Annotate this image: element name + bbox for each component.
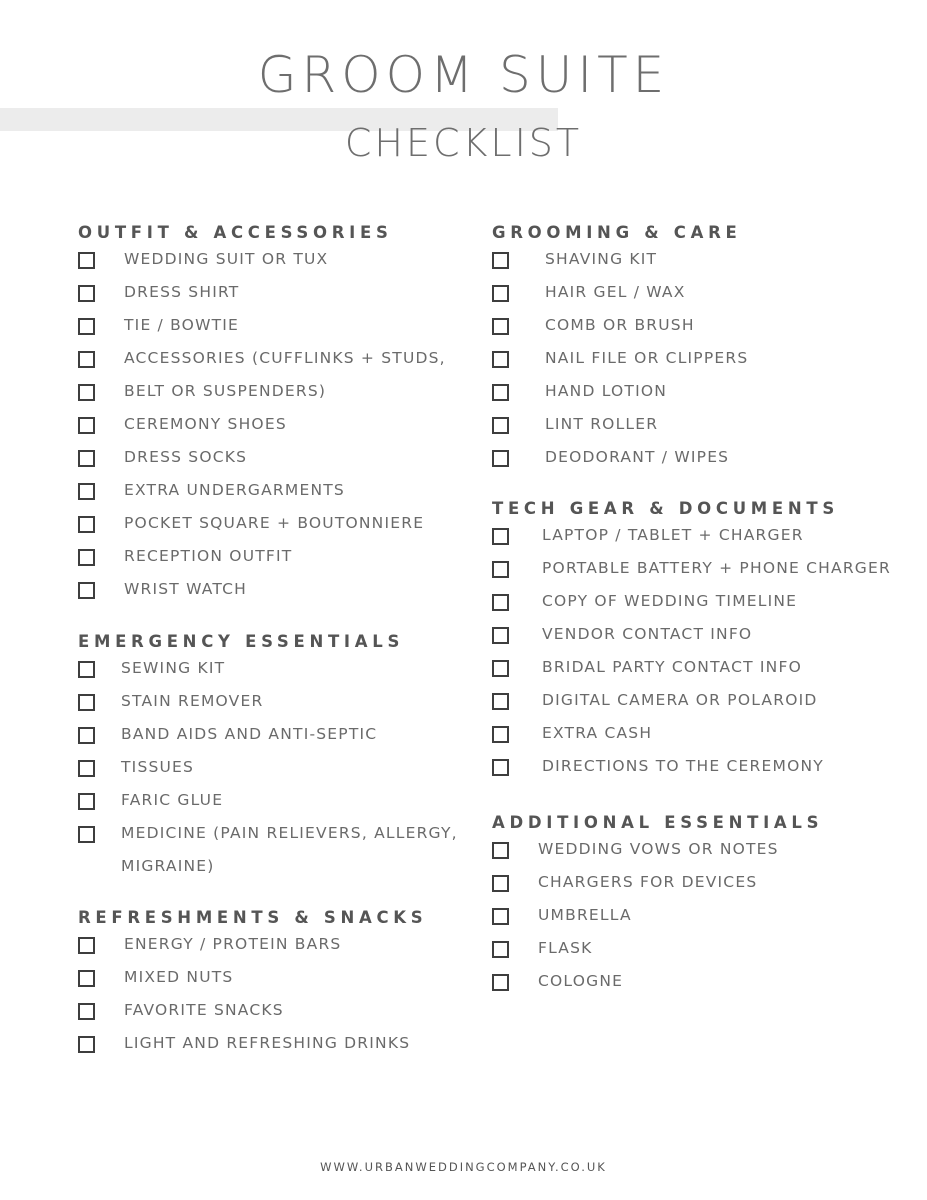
checklist-item	[78, 284, 468, 317]
checkbox[interactable]	[78, 252, 95, 269]
item-label: ENERGY / PROTEIN BARS	[124, 935, 342, 953]
checkbox[interactable]	[492, 759, 509, 776]
checklist	[78, 251, 468, 614]
item-label: TIE / BOWTIE	[124, 316, 240, 334]
item-label: MIXED NUTS	[124, 968, 234, 986]
checkbox[interactable]	[492, 842, 509, 859]
checklist-item	[492, 317, 912, 350]
item-label: BAND AIDS AND ANTI-SEPTIC	[121, 725, 378, 743]
checkbox[interactable]	[492, 941, 509, 958]
section-heading: GROOMING & CARE	[492, 223, 742, 242]
section-additional-essentials	[492, 811, 912, 1006]
section-emergency-essentials	[78, 630, 478, 891]
checklist	[492, 527, 912, 791]
checklist	[492, 841, 912, 1006]
item-label: HAND LOTION	[545, 382, 668, 400]
item-label: BELT OR SUSPENDERS)	[124, 382, 327, 400]
section-tech-gear-documents	[492, 497, 912, 791]
checkbox[interactable]	[78, 793, 95, 810]
checkbox[interactable]	[492, 252, 509, 269]
checkbox[interactable]	[78, 351, 95, 368]
checklist-item	[78, 350, 468, 383]
item-label: VENDOR CONTACT INFO	[542, 625, 753, 643]
checklist-item	[78, 1035, 468, 1068]
item-label: LAPTOP / TABLET + CHARGER	[542, 526, 804, 544]
checkbox[interactable]	[78, 760, 95, 777]
checklist-item	[492, 874, 912, 907]
checkbox[interactable]	[492, 351, 509, 368]
checkbox[interactable]	[78, 483, 95, 500]
checkbox[interactable]	[78, 1003, 95, 1020]
checkbox[interactable]	[78, 694, 95, 711]
checkbox[interactable]	[492, 908, 509, 925]
checkbox[interactable]	[492, 974, 509, 991]
page-title: GROOM SUITE	[257, 46, 670, 104]
checklist-item	[492, 758, 912, 791]
item-label: DIGITAL CAMERA OR POLAROID	[542, 691, 818, 709]
section-refreshments-snacks	[78, 906, 468, 1068]
checkbox[interactable]	[78, 318, 95, 335]
checklist-item	[492, 907, 912, 940]
item-label: NAIL FILE OR CLIPPERS	[545, 349, 749, 367]
checkbox[interactable]	[492, 561, 509, 578]
checklist-item	[78, 317, 468, 350]
checkbox[interactable]	[78, 582, 95, 599]
item-label: MIGRAINE)	[121, 857, 215, 875]
checklist-item	[492, 449, 912, 482]
item-label: RECEPTION OUTFIT	[124, 547, 293, 565]
checklist-item	[492, 692, 912, 725]
checklist-item	[492, 593, 912, 626]
item-label: FLASK	[538, 939, 593, 957]
checklist-item	[78, 449, 468, 482]
item-label: DRESS SOCKS	[124, 448, 248, 466]
checklist-item	[78, 936, 468, 969]
item-label: HAIR GEL / WAX	[545, 283, 686, 301]
item-label: FAVORITE SNACKS	[124, 1001, 284, 1019]
checklist-item	[492, 350, 912, 383]
section-heading: TECH GEAR & DOCUMENTS	[492, 499, 839, 518]
checklist-item-continuation	[78, 858, 478, 891]
item-label: COPY OF WEDDING TIMELINE	[542, 592, 798, 610]
item-label: BRIDAL PARTY CONTACT INFO	[542, 658, 802, 676]
item-label: SEWING KIT	[121, 659, 226, 677]
section-heading: ADDITIONAL ESSENTIALS	[492, 813, 824, 832]
checklist-item	[492, 527, 912, 560]
checklist-item	[492, 383, 912, 416]
item-label: FARIC GLUE	[121, 791, 224, 809]
item-label: LINT ROLLER	[545, 415, 659, 433]
section-heading: EMERGENCY ESSENTIALS	[78, 632, 405, 651]
item-label: LIGHT AND REFRESHING DRINKS	[124, 1034, 411, 1052]
checkbox[interactable]	[78, 516, 95, 533]
checkbox[interactable]	[78, 384, 95, 401]
checklist-item	[492, 560, 912, 593]
checklist-item	[492, 284, 912, 317]
checklist-item	[78, 581, 468, 614]
checkbox[interactable]	[492, 384, 509, 401]
checklist	[492, 251, 912, 482]
item-label: WEDDING VOWS OR NOTES	[538, 840, 779, 858]
checkbox[interactable]	[78, 727, 95, 744]
item-label: STAIN REMOVER	[121, 692, 264, 710]
checklist-item	[492, 725, 912, 758]
item-label: PORTABLE BATTERY + PHONE CHARGER	[542, 559, 891, 577]
checkbox[interactable]	[492, 627, 509, 644]
item-label: UMBRELLA	[538, 906, 632, 924]
checkbox[interactable]	[78, 285, 95, 302]
checklist-item	[78, 969, 468, 1002]
section-heading: OUTFIT & ACCESSORIES	[78, 223, 393, 242]
checklist-item	[492, 416, 912, 449]
checkbox[interactable]	[78, 661, 95, 678]
checkbox[interactable]	[492, 875, 509, 892]
checkbox[interactable]	[492, 528, 509, 545]
item-label: WEDDING SUIT OR TUX	[124, 250, 329, 268]
checkbox[interactable]	[78, 826, 95, 843]
checklist-item	[78, 1002, 468, 1035]
checklist-item	[78, 726, 478, 759]
item-label: TISSUES	[121, 758, 195, 776]
checkbox[interactable]	[492, 726, 509, 743]
checklist-item	[78, 759, 478, 792]
item-label: POCKET SQUARE + BOUTONNIERE	[124, 514, 425, 532]
checkbox[interactable]	[78, 937, 95, 954]
checkbox[interactable]	[78, 1036, 95, 1053]
footer-website: WWW.URBANWEDDINGCOMPANY.CO.UK	[320, 1160, 607, 1174]
item-label: CEREMONY SHOES	[124, 415, 287, 433]
checkbox[interactable]	[78, 970, 95, 987]
checklist-item	[492, 626, 912, 659]
checklist-item	[78, 416, 468, 449]
checklist-item	[78, 548, 468, 581]
section-outfit-accessories	[78, 221, 468, 614]
item-label: DRESS SHIRT	[124, 283, 240, 301]
checkbox[interactable]	[492, 594, 509, 611]
page-subtitle: CHECKLIST	[344, 121, 583, 165]
checklist-item	[78, 792, 478, 825]
item-label: ACCESSORIES (CUFFLINKS + STUDS,	[124, 349, 446, 367]
checkbox[interactable]	[78, 549, 95, 566]
item-label: EXTRA CASH	[542, 724, 653, 742]
item-label: DIRECTIONS TO THE CEREMONY	[542, 757, 824, 775]
checklist-item	[78, 482, 468, 515]
checkbox[interactable]	[78, 417, 95, 434]
checkbox[interactable]	[78, 450, 95, 467]
item-label: DEODORANT / WIPES	[545, 448, 730, 466]
checklist-item	[78, 660, 478, 693]
checklist-item	[492, 841, 912, 874]
section-heading: REFRESHMENTS & SNACKS	[78, 908, 428, 927]
checkbox[interactable]	[492, 318, 509, 335]
checkbox[interactable]	[492, 660, 509, 677]
checkbox[interactable]	[492, 693, 509, 710]
checklist-item	[78, 693, 478, 726]
checklist	[78, 660, 478, 891]
item-label: EXTRA UNDERGARMENTS	[124, 481, 345, 499]
item-label: MEDICINE (PAIN RELIEVERS, ALLERGY,	[121, 824, 458, 842]
section-grooming-care	[492, 221, 912, 482]
item-label: COLOGNE	[538, 972, 624, 990]
checklist-item	[492, 251, 912, 284]
checklist-item	[78, 515, 468, 548]
checklist	[78, 936, 468, 1068]
checklist-item	[78, 383, 468, 416]
checklist-item	[492, 973, 912, 1006]
checkbox[interactable]	[492, 417, 509, 434]
checklist-item	[78, 251, 468, 284]
checklist-item	[492, 659, 912, 692]
item-label: CHARGERS FOR DEVICES	[538, 873, 758, 891]
item-label: SHAVING KIT	[545, 250, 658, 268]
checklist-item	[492, 940, 912, 973]
checkbox[interactable]	[492, 450, 509, 467]
item-label: WRIST WATCH	[124, 580, 248, 598]
item-label: COMB OR BRUSH	[545, 316, 695, 334]
checklist-item	[78, 825, 478, 858]
checkbox[interactable]	[492, 285, 509, 302]
